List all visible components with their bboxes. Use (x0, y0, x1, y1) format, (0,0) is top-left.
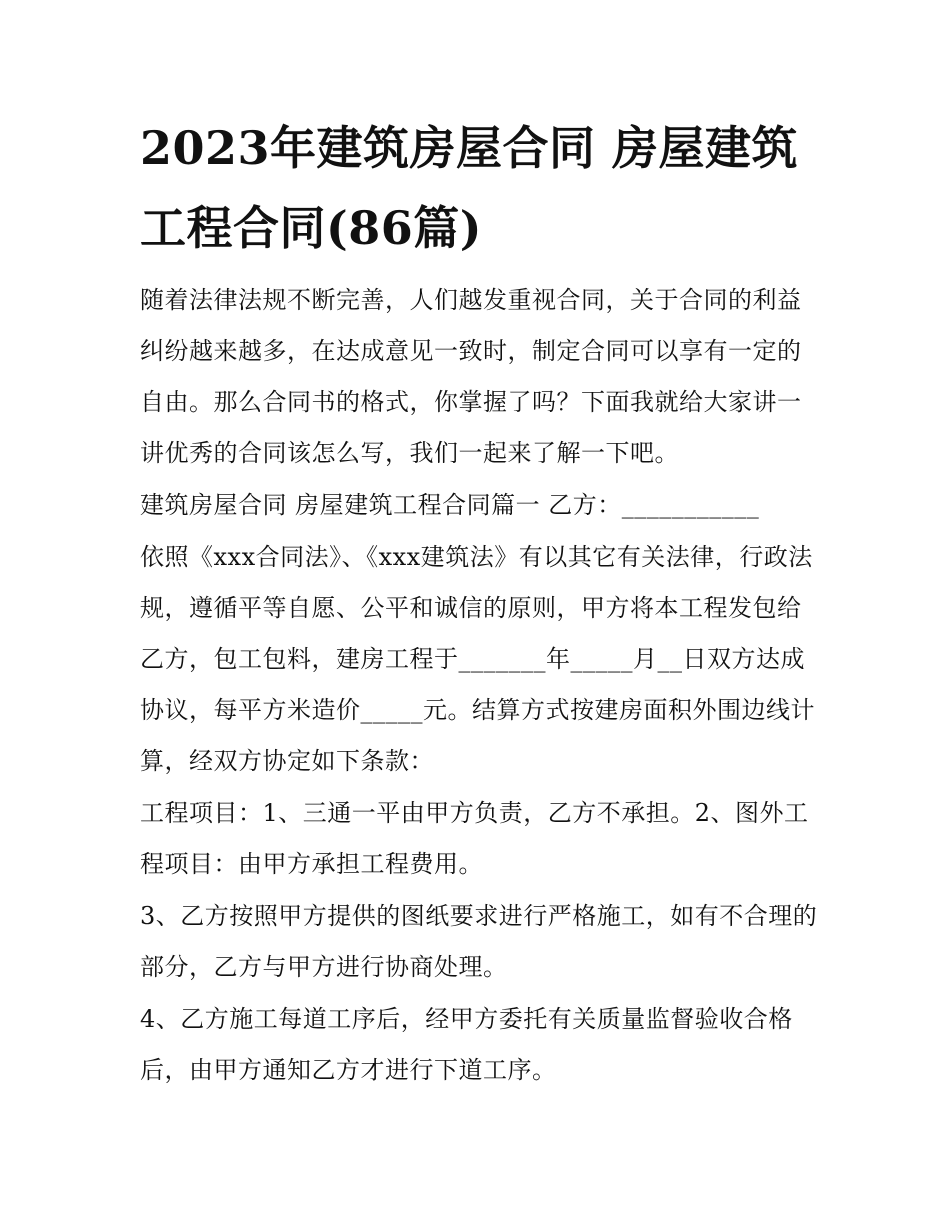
paragraph-preamble: 依照《xxx合同法》、《xxx建筑法》有以其它有关法律，行政法规，遵循平等自愿、公平和诚信的原则，甲方将本工程发包给乙方，包工包料，建房工程于_______年_____月__日双方达成协议，每平方米造价_____元。结算方式按建房面积外围边线计算，经双方协定如下条款： (140, 543, 815, 775)
document-title: 2023年建筑房屋合同 房屋建筑工程合同(86篇) (140, 121, 799, 255)
paragraph-section-heading: 建筑房屋合同 房屋建筑工程合同篇一 乙方：___________ (140, 491, 760, 519)
paragraph-intro: 随着法律法规不断完善，人们越发重视合同，关于合同的利益纠纷越来越多，在达成意见一致时，制定合同可以享有一定的自由。那么合同书的格式，你掌握了吗？下面我就给大家讲一讲优秀的合同该怎么写，我们一起来了解一下吧。 (140, 286, 802, 467)
document-body (140, 275, 820, 1097)
paragraph-clause-4: 4、乙方施工每道工序后，经甲方委托有关质量监督验收合格后，由甲方通知乙方才进行下道工序。 (140, 1005, 793, 1084)
paragraph-clause-3: 3、乙方按照甲方提供的图纸要求进行严格施工，如有不合理的部分，乙方与甲方进行协商处理。 (140, 902, 818, 981)
paragraph-clause-1-2: 工程项目：1、三通一平由甲方负责，乙方不承担。2、图外工程项目：由甲方承担工程费用。 (140, 799, 809, 878)
